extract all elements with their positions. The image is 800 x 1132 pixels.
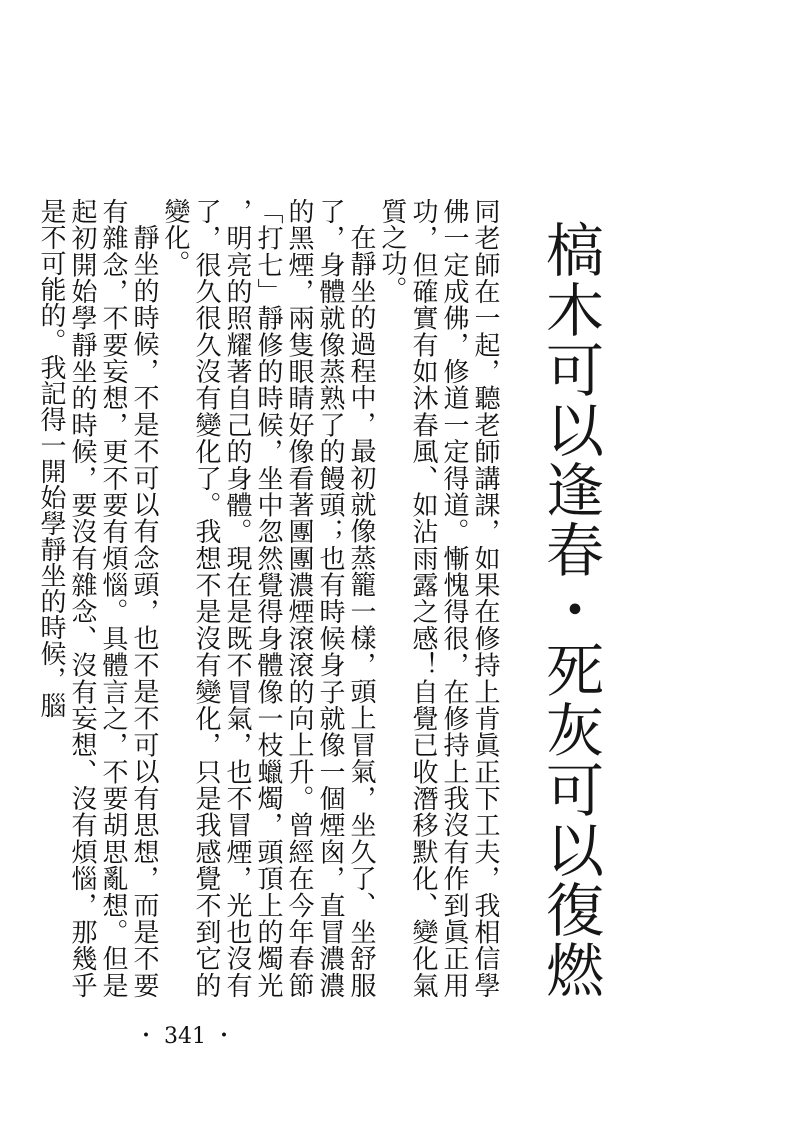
body-text [36, 198, 500, 998]
page-number: ・ 341 ・ [135, 1024, 235, 1049]
paragraph: 在靜坐的過程中，最初就像蒸籠一樣，頭上冒氣，坐久了、坐舒服了，身體就像蒸熟了的饅頭；也有時候身子就像一個煙囪，直冒濃濃的黑煙，兩隻眼睛好像看著團團濃煙滾滾的向上升。曾經在今年春節「打七」靜修的時候，坐中忽然覺得身體像一枝蠟燭，頭頂上的燭光，明亮的照耀著自己的身體。現在是既不冒氣，也不冒煙，光也沒有了，很久很久沒有變化了。我想不是沒有變化，只是我感覺不到它的變化。 [160, 198, 376, 998]
chapter-title: 槁木可以逢春・死灰可以復燃 [536, 220, 604, 1000]
paragraph: 同老師在一起，聽老師講課，如果在修持上肯眞正下工夫，我相信學佛一定成佛，修道一定得道。慚愧得很，在修持上我沒有作到眞正用功，但確實有如沐春風、如沾雨露之感！自覺已收潛移默化、變化氣質之功。 [377, 198, 500, 998]
paragraph: 靜坐的時候，不是不可以有念頭，也不是不可以有思想，而是不要有雜念，不要妄想，更不要有煩惱。具體言之，不要胡思亂想。但是起初開始學靜坐的時候，要沒有雜念、沒有妄想、沒有煩惱，那幾乎是不可能的。我記得一開始學靜坐的時候，腦 [36, 198, 159, 998]
